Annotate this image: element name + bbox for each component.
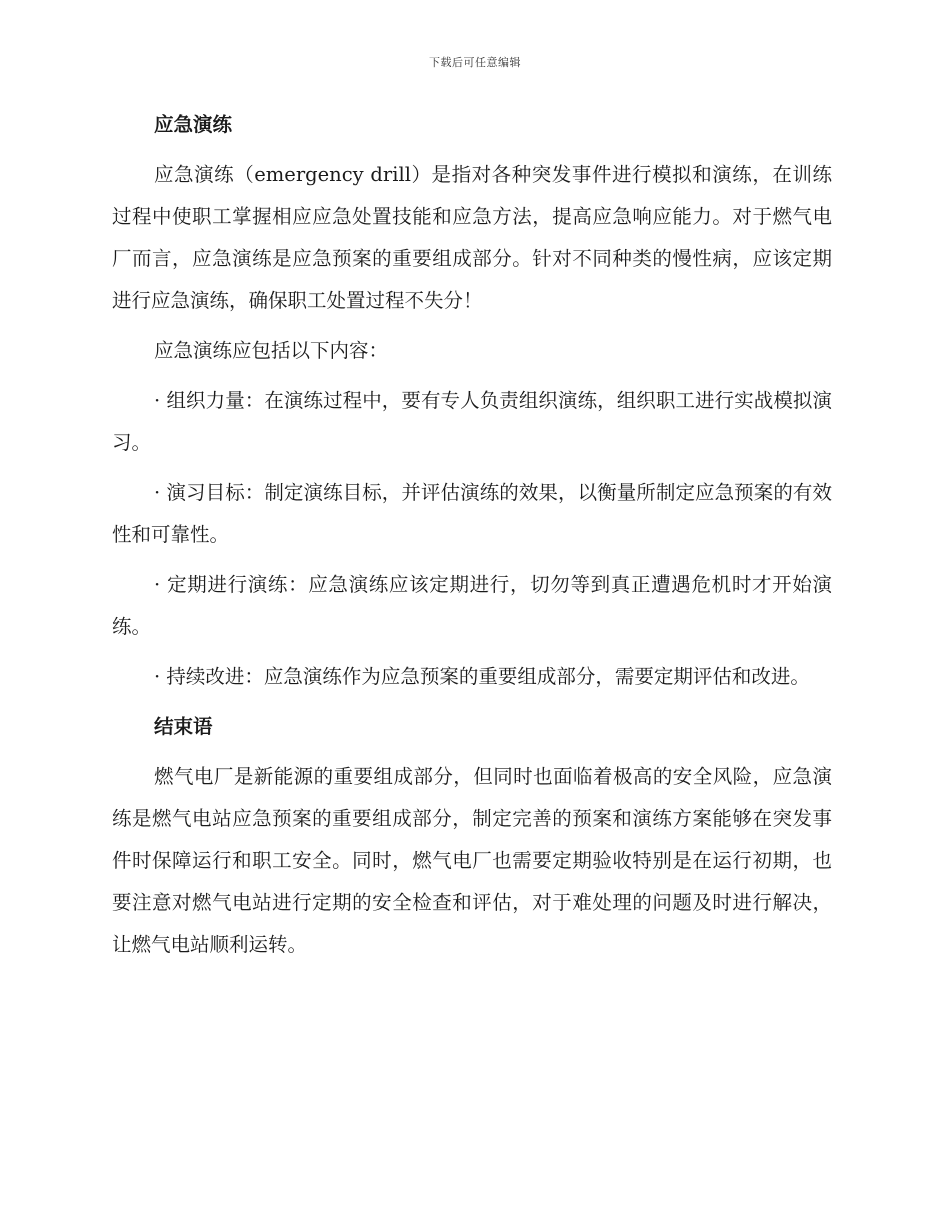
section-heading-drill: 应急演练 bbox=[154, 113, 233, 136]
header-note: 下载后可任意编辑 bbox=[429, 56, 521, 69]
list-item-improvement: · 持续改进：应急演练作为应急预案的重要组成部分，需要定期评估和改进。 bbox=[154, 665, 810, 688]
section-heading-conclusion: 结束语 bbox=[154, 715, 213, 738]
list-item-organize: · 组织力量：在演练过程中，要有专人负责组织演练，组织职工进行实战模拟演习。 bbox=[112, 389, 832, 454]
paragraph-drill-contents-intro: 应急演练应包括以下内容： bbox=[154, 339, 389, 362]
document-body bbox=[112, 104, 832, 974]
paragraph-drill-definition: 应急演练（emergency drill）是指对各种突发事件进行模拟和演练，在训练过程中使职工掌握相应应急处置技能和应急方法，提高应急响应能力。对于燃气电厂而言，应急演练是应急预案的重要组成部分。针对不同种类的慢性病，应该定期进行应急演练，确保职工处置过程不失分！ bbox=[112, 163, 832, 312]
list-item-regular-drills: · 定期进行演练：应急演练应该定期进行，切勿等到真正遭遇危机时才开始演练。 bbox=[112, 573, 832, 638]
list-item-goals: · 演习目标：制定演练目标，并评估演练的效果，以衡量所制定应急预案的有效性和可靠性。 bbox=[112, 481, 832, 546]
paragraph-conclusion: 燃气电厂是新能源的重要组成部分，但同时也面临着极高的安全风险，应急演练是燃气电站应急预案的重要组成部分，制定完善的预案和演练方案能够在突发事件时保障运行和职工安全。同时，燃气电厂也需要定期验收特别是在运行初期，也要注意对燃气电站进行定期的安全检查和评估，对于难处理的问题及时进行解决，让燃气电站顺利运转。 bbox=[112, 765, 832, 956]
